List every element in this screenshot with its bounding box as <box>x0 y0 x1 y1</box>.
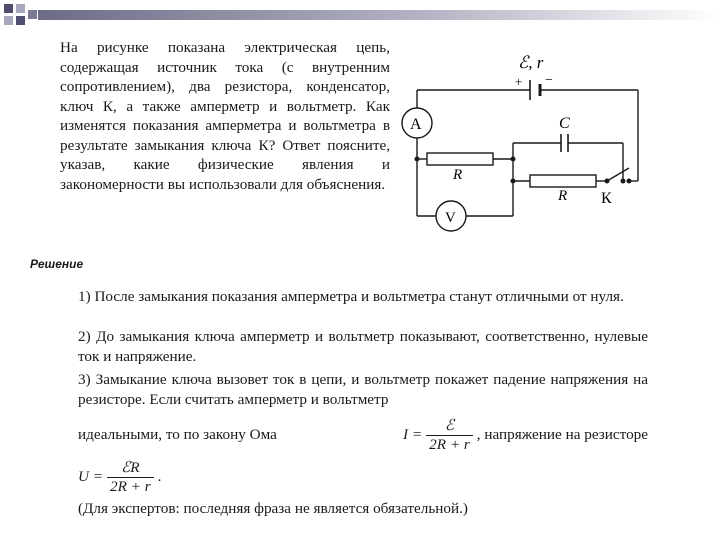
minus-sign: − <box>545 73 553 88</box>
voltage-fraction <box>107 458 154 496</box>
voltage-lhs: U = <box>78 468 104 485</box>
voltmeter-label: V <box>445 210 456 226</box>
ohm-law-line <box>78 416 648 454</box>
deco-square <box>16 4 25 13</box>
voltage-numerator: ℰR <box>107 458 154 478</box>
ohm-denominator: 2R + r <box>429 436 470 453</box>
problem-text: На рисунке показана электрическая цепь, содержащая источник тока (с внутренним сопротивлением), два резистора, конденсатор, ключ К, а также амперметр и вольтметр. Как изменятся показания амперметра и вольтметра в результате замыкания ключа К? Ответ поясните, указав, какие физические явления и закономерности вы использовали для объяснения. <box>60 39 390 193</box>
ohm-formula <box>403 416 648 454</box>
voltage-denominator: 2R + r <box>110 478 151 495</box>
ohm-fraction <box>426 416 473 454</box>
deco-square <box>4 4 13 13</box>
solution-point-1: 1) После замыкания показания амперметра и вольтметра станут отличными от нуля. <box>78 288 624 305</box>
voltage-formula <box>78 458 648 496</box>
deco-square <box>16 16 25 25</box>
slide-decoration <box>0 0 720 30</box>
circuit-diagram <box>395 48 650 248</box>
key-label: К <box>601 190 612 207</box>
deco-square <box>28 10 37 19</box>
ohm-numerator: ℰ <box>426 416 473 436</box>
solution-heading: Решение <box>30 257 84 271</box>
resistor-bottom-label: R <box>558 188 568 204</box>
deco-bar <box>38 10 720 20</box>
solution-point-3: 3) Замыкание ключа вызовет ток в цепи, и вольтметр покажет падение напряжения на резисторе. Если считать амперметр и вольтметр <box>78 371 648 408</box>
solution-point-2: 2) До замыкания ключа амперметр и вольтметр показывают, соответственно, нулевые ток и напряжение. <box>78 328 648 365</box>
voltage-period: . <box>157 468 162 485</box>
deco-square <box>4 16 13 25</box>
ohm-suffix: , напряжение на резисторе <box>476 426 648 443</box>
ohm-prefix: идеальными, то по закону Ома <box>78 426 277 443</box>
ammeter-label: A <box>410 116 422 133</box>
ohm-lhs: I = <box>403 426 423 443</box>
plus-sign: + <box>515 74 523 89</box>
capacitor-label: C <box>559 115 570 132</box>
expert-note: (Для экспертов: последняя фраза не является обязательной.) <box>78 500 468 517</box>
resistor-top-label: R <box>453 167 463 183</box>
emf-label: ℰ, r <box>518 53 544 72</box>
